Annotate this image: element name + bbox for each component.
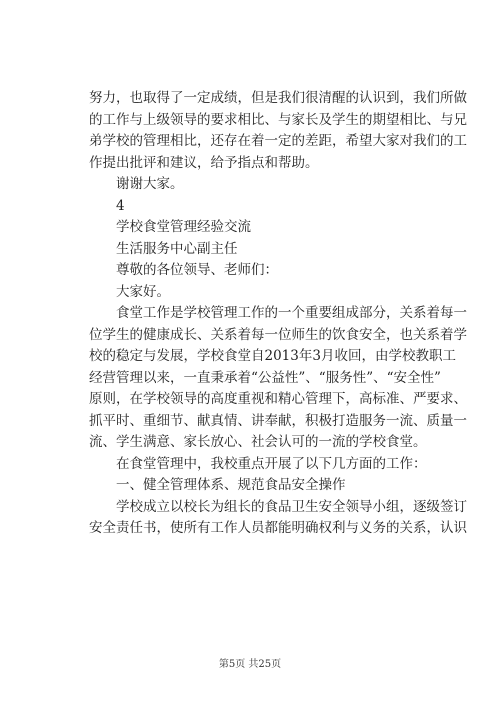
paragraph-line: 抓平时、重细节、献真情、讲奉献，积极打造服务一流、质量一 <box>89 412 467 429</box>
paragraph-line: 努力，也取得了一定成绩，但是我们很清醒的认识到，我们所做 <box>89 90 467 106</box>
paragraph-line: 弟学校的管理相比，还存在着一定的差距，希望大家对我们的工 <box>89 133 467 149</box>
section-number: 4 <box>116 197 125 214</box>
speaker-role: 生活服务中心副主任 <box>116 240 238 257</box>
paragraph-line: 流、学生满意、家长放心、社会认可的一流的学校食堂。 <box>89 434 427 450</box>
paragraph-line: 校的稳定与发展，学校食堂自2013年3月收回，由学校教职工 <box>89 348 456 364</box>
section-heading: 一、健全管理体系、规范食品安全操作 <box>116 477 346 493</box>
paragraph-line: 学校成立以校长为组长的食品卫生安全领导小组，逐级签订 <box>116 498 467 515</box>
paragraph-line: 的工作与上级领导的要求相比、与家长及学生的期望相比、与兄 <box>89 111 467 128</box>
salutation: 尊敬的各位领导、老师们： <box>116 262 278 278</box>
paragraph-line: 原则，在学校领导的高度重视和精心管理下，高标准、严要求、 <box>89 391 467 407</box>
closing-thanks: 谢谢大家。 <box>116 176 184 192</box>
paragraph-line: 位学生的健康成长、关系着每一位师生的饮食安全，也关系着学 <box>89 326 467 343</box>
greeting: 大家好。 <box>116 283 170 300</box>
paragraph-line: 食堂工作是学校管理工作的一个重要组成部分，关系着每一 <box>116 305 467 321</box>
paragraph-line: 经营管理以来，一直秉承着“公益性”、“服务性”、“安全性” <box>89 369 441 386</box>
paragraph-line: 作提出批评和建议，给予指点和帮助。 <box>89 154 319 171</box>
document-body <box>89 88 467 540</box>
page-number-footer: 第5页 共25页 <box>218 659 282 670</box>
speech-title: 学校食堂管理经验交流 <box>116 219 251 235</box>
paragraph-line: 在食堂管理中，我校重点开展了以下几方面的工作： <box>116 455 427 472</box>
paragraph-line: 安全责任书，使所有工作人员都能明确权利与义务的关系，认识 <box>89 520 467 536</box>
